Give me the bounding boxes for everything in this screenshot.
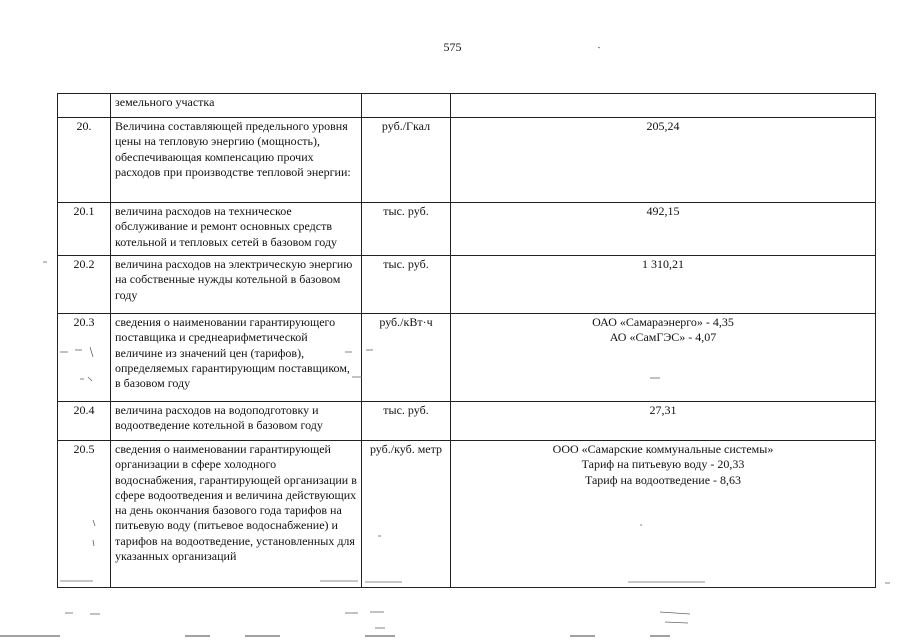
row-unit: тыс. руб.: [362, 402, 451, 441]
row-value: [451, 441, 876, 588]
row-description: сведения о наименовании гарантирующего поставщика и среднеарифметической величине из значений цен (тарифов), определяемых гарантирующим поставщиком, в базовом году: [111, 314, 362, 402]
row-number: 20.2: [58, 256, 111, 314]
table-row: [58, 118, 876, 203]
row-description: Величина составляющей предельного уровня цены на тепловую энергию (мощность), обеспечивающая компенсацию прочих расходов при производстве тепловой энергии:: [111, 118, 362, 203]
row-description: величина расходов на водоподготовку и водоотведение котельной в базовом году: [111, 402, 362, 441]
row-description: величина расходов на техническое обслуживание и ремонт основных средств котельной и тепловых сетей в базовом году: [111, 203, 362, 256]
value-line: ОАО «Самараэнерго» - 4,35: [592, 315, 734, 329]
row-unit: руб./Гкал: [362, 118, 451, 203]
value-line: Тариф на водоотведение - 8,63: [584, 472, 742, 487]
row-number: 20.1: [58, 203, 111, 256]
row-unit: руб./куб. метр: [362, 441, 451, 588]
row-unit: тыс. руб.: [362, 203, 451, 256]
page-number: 575: [443, 40, 462, 54]
row-value: [451, 402, 876, 441]
row-description: земельного участка: [111, 94, 362, 118]
value-line: 27,31: [649, 403, 677, 417]
row-number: 20.: [58, 118, 111, 203]
table-row: [58, 94, 876, 118]
row-unit: [362, 94, 451, 118]
tariff-table: [57, 93, 876, 588]
table-row: [58, 203, 876, 256]
table-row: [58, 402, 876, 441]
row-number: 20.4: [58, 402, 111, 441]
row-description: величина расходов на электрическую энергию на собственные нужды котельной в базовом году: [111, 256, 362, 314]
table-row: [58, 441, 876, 588]
table-row: [58, 314, 876, 402]
row-value: [451, 94, 876, 118]
value-line: 492,15: [646, 204, 680, 218]
value-line: АО «СамГЭС» - 4,07: [609, 330, 717, 345]
row-unit: руб./кВт·ч: [362, 314, 451, 402]
value-line: ООО «Самарские коммунальные системы»: [552, 442, 774, 456]
row-value: [451, 118, 876, 203]
row-description: сведения о наименовании гарантирующей организации в сфере холодного водоснабжения, гарантирующей организации в сфере водоотведения и величина действующих на день окончания базового года тарифов на питьевую воду (питьевое водоснабжение) и тарифов на водоотведение, установленных для указанных организаций: [111, 441, 362, 588]
value-line: Тариф на питьевую воду - 20,33: [581, 457, 745, 472]
value-line: 1 310,21: [642, 257, 684, 271]
row-number: 20.5: [58, 441, 111, 588]
row-value: [451, 314, 876, 402]
table-row: [58, 256, 876, 314]
row-number: 20.3: [58, 314, 111, 402]
row-unit: тыс. руб.: [362, 256, 451, 314]
row-number: [58, 94, 111, 118]
value-line: 205,24: [646, 119, 680, 133]
row-value: [451, 203, 876, 256]
row-value: [451, 256, 876, 314]
